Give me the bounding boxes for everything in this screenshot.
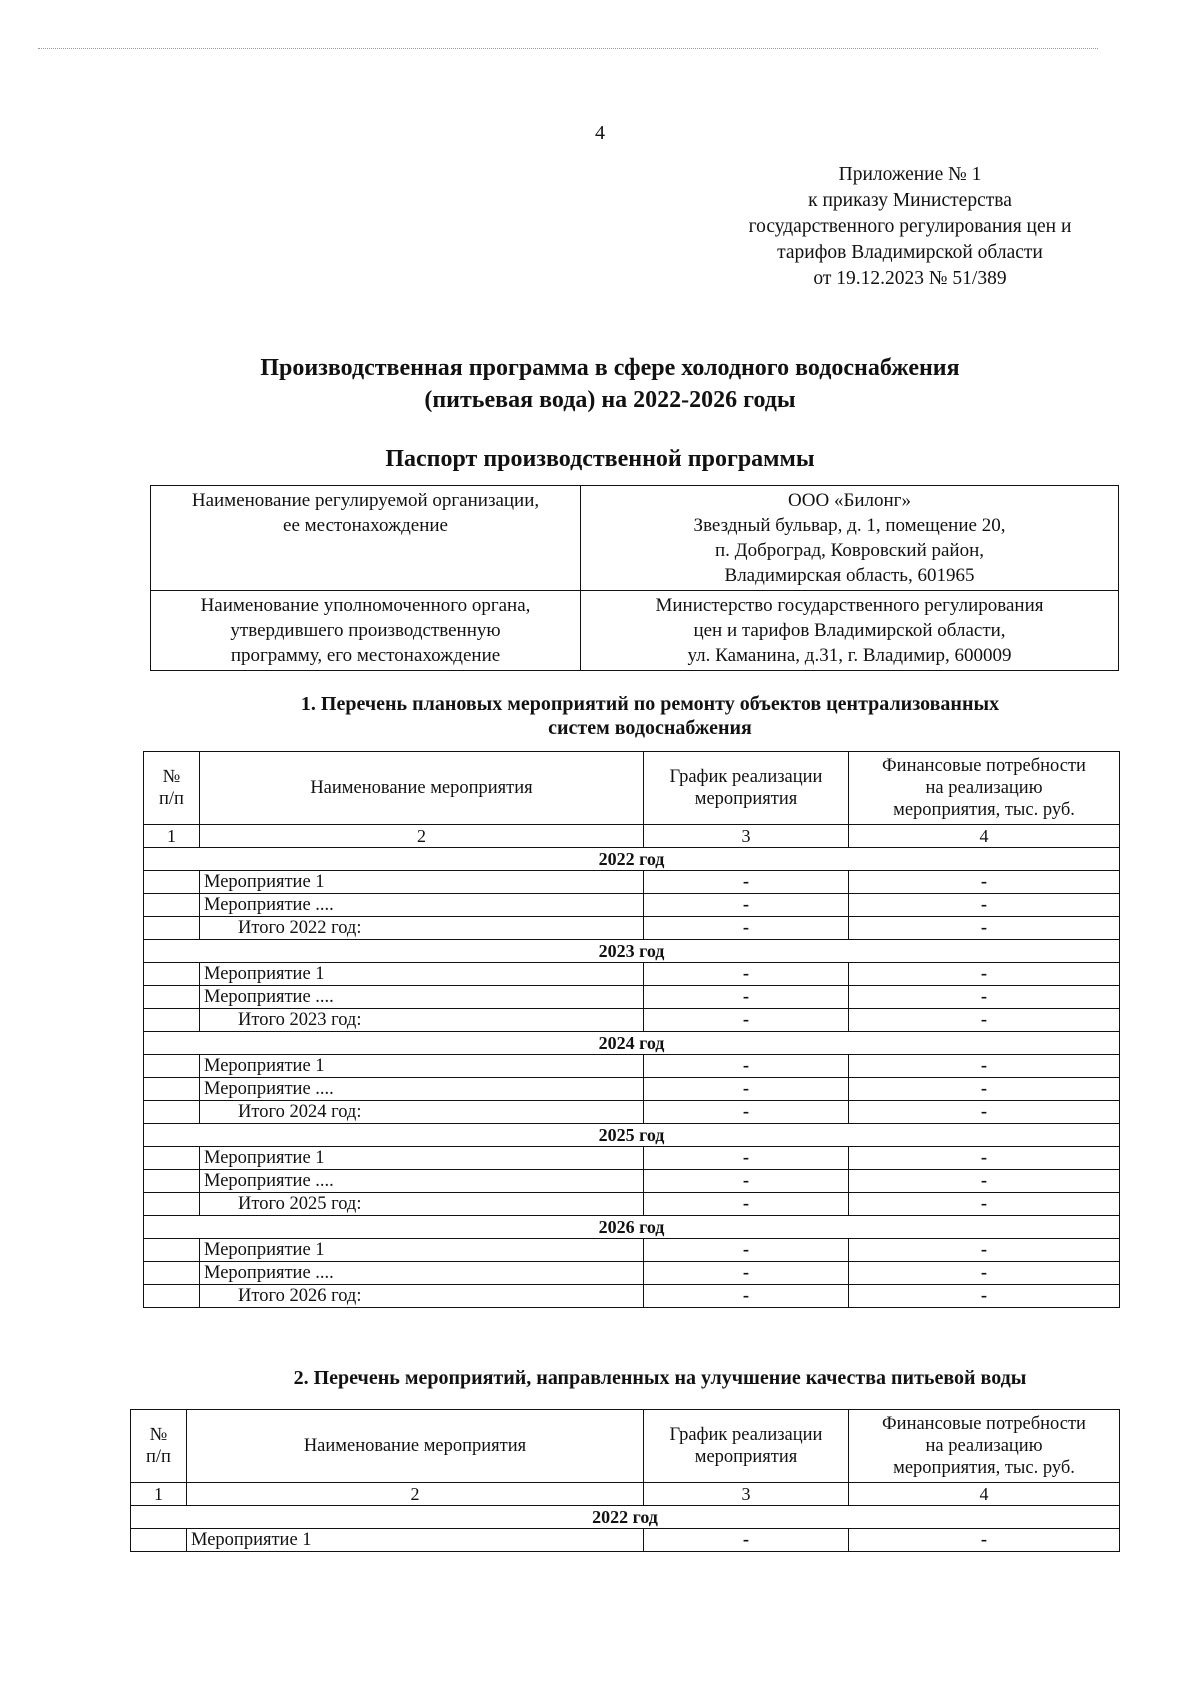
cell-number — [144, 917, 200, 940]
passport-value-line: п. Доброград, Ковровский район, — [714, 540, 984, 561]
header-schedule — [644, 1410, 849, 1483]
cell-schedule: - — [644, 986, 849, 1009]
cell-measure: Мероприятие 1 — [200, 871, 644, 894]
passport-value-cell — [581, 486, 1119, 591]
cell-finance: - — [849, 1193, 1120, 1216]
title-line: Производственная программа в сфере холодного водоснабжения — [260, 355, 960, 381]
section1-title-line: систем водоснабжения — [548, 717, 752, 739]
cell-number — [144, 986, 200, 1009]
section1-title-line — [200, 692, 1100, 716]
header-text: п/п — [146, 1447, 171, 1467]
cell-finance: - — [849, 871, 1120, 894]
table-row — [144, 1262, 1120, 1285]
cell-schedule: - — [644, 1147, 849, 1170]
section2-title-text: Перечень мероприятий, направленных на улучшение качества питьевой воды — [313, 1367, 1027, 1389]
header-text: График реализации — [669, 1425, 823, 1445]
col-num: 3 — [644, 825, 849, 848]
passport-label-line: программу, его местонахождение — [230, 645, 501, 666]
cell-finance: - — [849, 1147, 1120, 1170]
col-num: 4 — [849, 825, 1120, 848]
cell-finance: - — [849, 1078, 1120, 1101]
cell-schedule: - — [644, 1009, 849, 1032]
year-label: 2022 год — [131, 1506, 1120, 1529]
header-text: мероприятия — [694, 789, 798, 809]
cell-number — [144, 963, 200, 986]
cell-total-label: Итого 2026 год: — [200, 1285, 644, 1308]
header-text: Финансовые потребности — [882, 1414, 1086, 1434]
section1-title-text: Перечень плановых мероприятий по ремонту объектов централизованных — [320, 693, 1000, 715]
cell-schedule: - — [644, 1055, 849, 1078]
table-row — [144, 1147, 1120, 1170]
cell-finance: - — [849, 917, 1120, 940]
cell-finance: - — [849, 1101, 1120, 1124]
cell-schedule: - — [644, 1078, 849, 1101]
cell-measure: Мероприятие .... — [200, 894, 644, 917]
cell-measure: Мероприятие .... — [200, 1262, 644, 1285]
approval-line: государственного регулирования цен и — [748, 216, 1072, 237]
title-line: (питьевая вода) на 2022-2026 годы — [424, 387, 796, 413]
table-row — [131, 1529, 1120, 1552]
total-row — [144, 1193, 1120, 1216]
cell-schedule: - — [644, 894, 849, 917]
cell-measure: Мероприятие .... — [200, 1170, 644, 1193]
passport-value-cell — [581, 591, 1119, 671]
cell-schedule: - — [644, 917, 849, 940]
cell-number — [144, 1262, 200, 1285]
cell-finance: - — [849, 1170, 1120, 1193]
year-row — [144, 848, 1120, 871]
passport-value-line: Министерство государственного регулирования — [655, 595, 1044, 616]
passport-value-line: Владимирская область, 601965 — [724, 565, 975, 586]
passport-label-line: ее местонахождение — [283, 515, 448, 536]
total-row — [144, 1101, 1120, 1124]
cell-number — [144, 1009, 200, 1032]
header-text: на реализацию — [925, 1436, 1043, 1456]
table-row — [144, 1239, 1120, 1262]
cell-schedule: - — [644, 1262, 849, 1285]
cell-number — [144, 1285, 200, 1308]
total-row — [144, 1009, 1120, 1032]
cell-measure: Мероприятие 1 — [200, 1055, 644, 1078]
table-row — [144, 1170, 1120, 1193]
cell-number — [144, 1055, 200, 1078]
cell-total-label: Итого 2022 год: — [200, 917, 644, 940]
year-label: 2024 год — [144, 1032, 1120, 1055]
approval-block — [700, 162, 1120, 292]
table-header-row — [131, 1410, 1120, 1483]
passport-value-line: ул. Каманина, д.31, г. Владимир, 600009 — [687, 645, 1012, 666]
passport-row — [151, 486, 1119, 591]
year-label: 2025 год — [144, 1124, 1120, 1147]
header-text: мероприятия, тыс. руб. — [893, 800, 1075, 820]
cell-schedule: - — [644, 963, 849, 986]
cell-measure: Мероприятие 1 — [187, 1529, 644, 1552]
water-quality-measures-table — [130, 1409, 1120, 1552]
header-measure-name: Наименование мероприятия — [200, 752, 644, 825]
approval-line: к приказу Министерства — [808, 190, 1012, 211]
approval-line: тарифов Владимирской области — [777, 242, 1043, 263]
cell-schedule: - — [644, 1193, 849, 1216]
header-text: Финансовые потребности — [882, 756, 1086, 776]
cell-finance: - — [849, 986, 1120, 1009]
year-label: 2026 год — [144, 1216, 1120, 1239]
approval-line: от 19.12.2023 № 51/389 — [813, 268, 1007, 289]
cell-schedule: - — [644, 1529, 849, 1552]
year-label: 2022 год — [144, 848, 1120, 871]
total-row — [144, 917, 1120, 940]
cell-finance: - — [849, 1529, 1120, 1552]
cell-total-label: Итого 2025 год: — [200, 1193, 644, 1216]
section2-title — [200, 1366, 1120, 1390]
column-number-row — [131, 1483, 1120, 1506]
cell-number — [144, 1147, 200, 1170]
cell-schedule: - — [644, 1239, 849, 1262]
cell-finance: - — [849, 1262, 1120, 1285]
scan-artifact-line — [38, 48, 1098, 49]
table-row — [144, 1078, 1120, 1101]
cell-finance: - — [849, 1239, 1120, 1262]
header-schedule — [644, 752, 849, 825]
header-text: № — [162, 767, 181, 787]
col-num: 1 — [144, 825, 200, 848]
cell-schedule: - — [644, 1170, 849, 1193]
section1-title — [200, 692, 1100, 740]
cell-schedule: - — [644, 871, 849, 894]
col-num: 2 — [187, 1483, 644, 1506]
cell-measure: Мероприятие 1 — [200, 963, 644, 986]
header-number — [131, 1410, 187, 1483]
cell-schedule: - — [644, 1285, 849, 1308]
cell-number — [144, 1239, 200, 1262]
col-num: 1 — [131, 1483, 187, 1506]
year-label: 2023 год — [144, 940, 1120, 963]
header-text: График реализации — [669, 767, 823, 787]
cell-number — [144, 1170, 200, 1193]
repair-measures-table — [143, 751, 1120, 1308]
cell-total-label: Итого 2024 год: — [200, 1101, 644, 1124]
table-header-row — [144, 752, 1120, 825]
col-num: 2 — [200, 825, 644, 848]
header-text: на реализацию — [925, 778, 1043, 798]
cell-number — [144, 871, 200, 894]
header-text: мероприятия, тыс. руб. — [893, 1458, 1075, 1478]
column-number-row — [144, 825, 1120, 848]
cell-measure: Мероприятие 1 — [200, 1147, 644, 1170]
document-title — [160, 352, 1060, 416]
passport-table — [150, 485, 1119, 671]
year-row — [144, 1216, 1120, 1239]
page-number: 4 — [595, 122, 605, 144]
cell-total-label: Итого 2023 год: — [200, 1009, 644, 1032]
total-row — [144, 1285, 1120, 1308]
year-row — [144, 1124, 1120, 1147]
section2-number: 2. — [293, 1367, 309, 1389]
cell-number — [144, 1193, 200, 1216]
passport-value-line: ООО «Билонг» — [788, 490, 911, 511]
cell-finance: - — [849, 894, 1120, 917]
table-row — [144, 1055, 1120, 1078]
section1-number: 1. — [300, 693, 316, 715]
header-finance — [849, 752, 1120, 825]
table-row — [144, 986, 1120, 1009]
passport-label-line: утвердившего производственную — [230, 620, 501, 641]
header-text: мероприятия — [694, 1447, 798, 1467]
cell-finance: - — [849, 1285, 1120, 1308]
header-number — [144, 752, 200, 825]
col-num: 4 — [849, 1483, 1120, 1506]
passport-row — [151, 591, 1119, 671]
table-row — [144, 894, 1120, 917]
cell-number — [144, 1101, 200, 1124]
cell-schedule: - — [644, 1101, 849, 1124]
year-row — [144, 1032, 1120, 1055]
col-num: 3 — [644, 1483, 849, 1506]
cell-number — [144, 1078, 200, 1101]
header-text: п/п — [159, 789, 184, 809]
cell-measure: Мероприятие 1 — [200, 1239, 644, 1262]
passport-value-line: Звездный бульвар, д. 1, помещение 20, — [693, 515, 1006, 536]
cell-measure: Мероприятие .... — [200, 986, 644, 1009]
cell-finance: - — [849, 1009, 1120, 1032]
header-measure-name: Наименование мероприятия — [187, 1410, 644, 1483]
passport-label-cell — [151, 591, 581, 671]
passport-label-line: Наименование регулируемой организации, — [191, 490, 540, 511]
table-row — [144, 963, 1120, 986]
cell-measure: Мероприятие .... — [200, 1078, 644, 1101]
year-row — [144, 940, 1120, 963]
cell-number — [144, 894, 200, 917]
passport-title: Паспорт производственной программы — [385, 446, 815, 472]
cell-finance: - — [849, 1055, 1120, 1078]
year-row — [131, 1506, 1120, 1529]
passport-label-line: Наименование уполномоченного органа, — [200, 595, 531, 616]
header-text: № — [149, 1425, 168, 1445]
cell-number — [131, 1529, 187, 1552]
table-row — [144, 871, 1120, 894]
approval-line: Приложение № 1 — [838, 164, 982, 185]
header-finance — [849, 1410, 1120, 1483]
cell-finance: - — [849, 963, 1120, 986]
passport-label-cell — [151, 486, 581, 591]
passport-value-line: цен и тарифов Владимирской области, — [693, 620, 1006, 641]
